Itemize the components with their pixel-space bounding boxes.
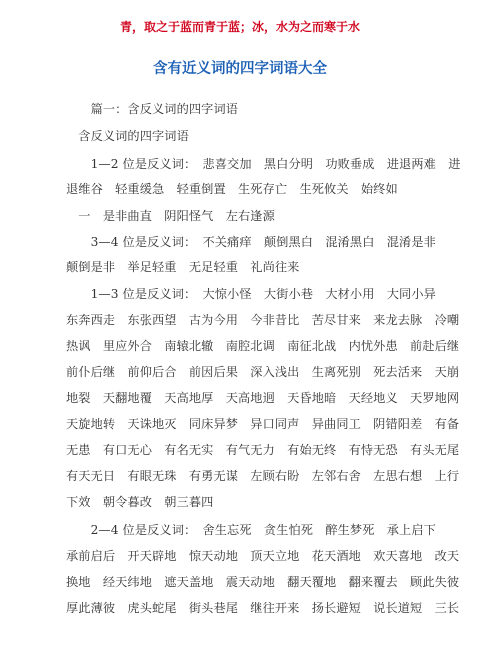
text-line: 东奔西走 东张西望 古为今用 今非昔比 苦尽甘来 来龙去脉 冷嘲: [66, 313, 460, 327]
text-line: 退维谷 轻重缓急 轻重倒置 生死存亡 生死攸关 始终如: [66, 182, 398, 196]
text-line: 有天无日 有眼无珠 有勇无谋 左顾右盼 左邻右舍 左思右想 上行: [66, 469, 460, 483]
text-line: 厚此薄彼 虎头蛇尾 街头巷尾 继往开来 扬长避短 说长道短 三长: [66, 601, 460, 615]
document-title: 含有近义词的四字词语大全: [153, 60, 327, 77]
text-line: 含反义词的四字词语: [66, 129, 189, 143]
text-line: 一 是非曲直 阴阳怪气 左右逢源: [66, 209, 275, 223]
text-line: 2—4 位是反义词： 舍生忘死 贪生怕死 醉生梦死 承上启下: [66, 523, 436, 537]
text-line: 换地 经天纬地 遮天盖地 震天动地 翻天覆地 翻来覆去 顾此失彼: [66, 575, 460, 589]
text-line: 无患 有口无心 有名无实 有气无力 有始无终 有恃无恐 有头无尾: [66, 443, 460, 457]
banner-quote: 青，取之于蓝而青于蓝；冰，水为之而寒于水: [119, 20, 360, 34]
text-line: 热讽 里应外合 南辕北辙 南腔北调 南征北战 内忧外患 前赴后继: [66, 339, 460, 353]
text-line: 地裂 天翻地覆 天高地厚 天高地迥 天昏地暗 天经地义 天罗地网: [66, 391, 460, 405]
text-line: 1—3 位是反义词： 大惊小怪 大街小巷 大材小用 大同小异: [66, 287, 436, 301]
text-line: 承前启后 开天辟地 惊天动地 顶天立地 花天酒地 欢天喜地 改天: [66, 549, 460, 563]
text-line: 天旋地转 天诛地灭 同床异梦 异口同声 异曲同工 阴错阳差 有备: [66, 417, 460, 431]
text-line: 1—2 位是反义词： 悲喜交加 黑白分明 功败垂成 进退两难 进: [66, 157, 461, 171]
text-line: 颠倒是非 举足轻重 无足轻重 礼尚往来: [66, 260, 300, 274]
text-line: 前仆后继 前仰后合 前因后果 深入浅出 生离死别 死去活来 天崩: [66, 365, 460, 379]
text-line: 下效 朝令暮改 朝三暮四: [66, 495, 214, 509]
text-line: 篇一：含反义词的四字词语: [66, 102, 239, 116]
text-line: 3—4 位是反义词： 不关痛痒 颠倒黑白 混淆黑白 混淆是非: [66, 235, 436, 249]
